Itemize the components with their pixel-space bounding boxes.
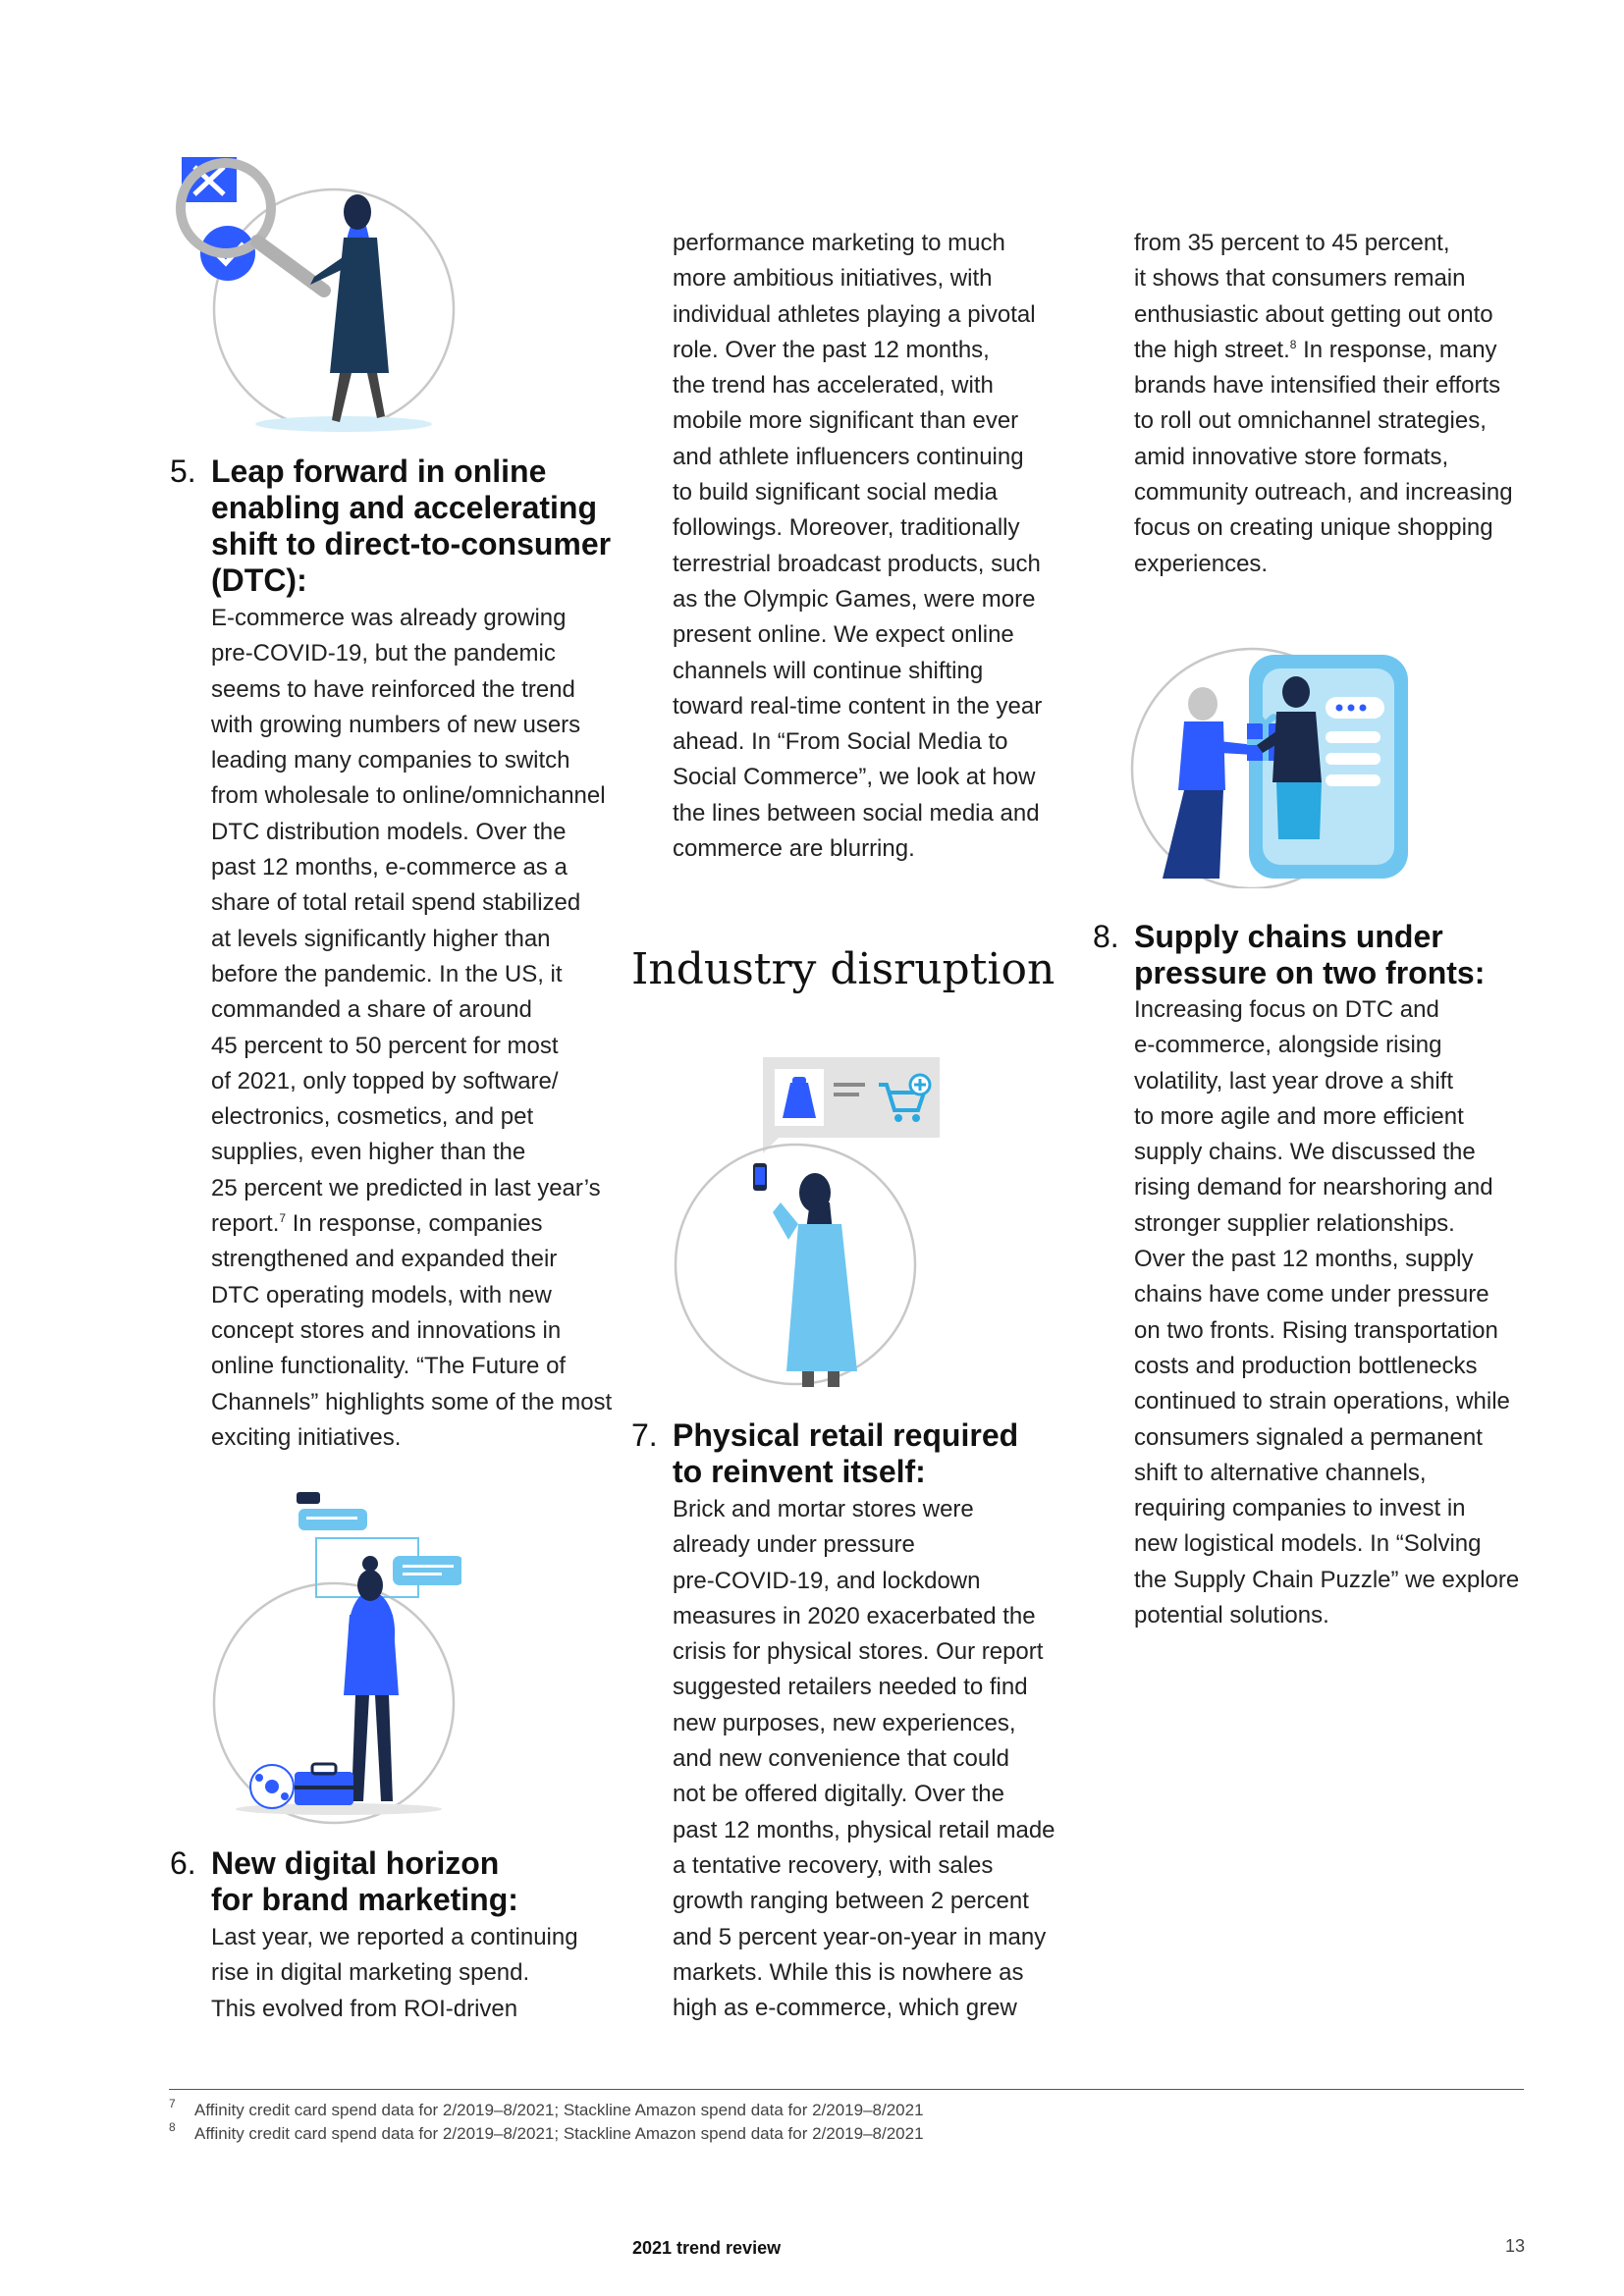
body-line: This evolved from ROI-driven (211, 1995, 518, 2022)
section-8-heading (1093, 919, 1486, 991)
body-line: to roll out omnichannel strategies, (1134, 407, 1487, 435)
footnote-number: 8 (169, 2120, 176, 2134)
body-line: Channels” highlights some of the most (211, 1388, 613, 1415)
body-line: commerce are blurring. (673, 835, 915, 863)
section-5-number: 5. (170, 454, 196, 489)
body-line: enthusiastic about getting out onto (1134, 300, 1493, 328)
body-text-segment: In response, many (1296, 336, 1497, 363)
body-line: Increasing focus on DTC and (1134, 996, 1439, 1023)
section-7-body-continued (1134, 226, 1513, 582)
body-line: terrestrial broadcast products, such (673, 550, 1041, 577)
heading-line: Leap forward in online (211, 454, 547, 489)
body-line: Over the past 12 months, supply (1134, 1246, 1474, 1273)
body-line: a tentative recovery, with sales (673, 1851, 994, 1879)
body-line: strengthened and expanded their (211, 1246, 558, 1273)
body-line: already under pressure (673, 1531, 915, 1559)
body-line: amid innovative store formats, (1134, 443, 1449, 470)
section-7-number: 7. (631, 1417, 658, 1453)
footnote-ref: 7 (279, 1211, 287, 1226)
section-8-number: 8. (1093, 919, 1119, 954)
body-line: Social Commerce”, we look at how (673, 764, 1036, 791)
body-line: seems to have reinforced the trend (211, 675, 575, 703)
heading-line: Physical retail required (673, 1417, 1019, 1453)
body-line: supply chains. We discussed the (1134, 1139, 1476, 1166)
body-line: Brick and mortar stores were (673, 1496, 974, 1522)
body-line: consumers signaled a permanent (1134, 1423, 1483, 1451)
body-line: pre-COVID-19, but the pandemic (211, 640, 556, 667)
body-line: 45 percent to 50 percent for most (211, 1032, 559, 1059)
section-6-body-continued (673, 226, 1042, 867)
footnote-text: Affinity credit card spend data for 2/2019–8/2021; Stackline Amazon spend data for 2/2019–8/2021 (194, 2101, 924, 2119)
body-line: the lines between social media and (673, 799, 1040, 827)
body-line: past 12 months, physical retail made (673, 1816, 1056, 1843)
heading-line: to reinvent itself: (673, 1454, 926, 1489)
body-line: toward real-time content in the year (673, 692, 1043, 720)
body-line: requiring companies to invest in (1134, 1495, 1466, 1522)
body-line: on two fronts. Rising transportation (1134, 1316, 1498, 1344)
section-7-body (673, 1492, 1056, 2026)
body-line: DTC operating models, with new (211, 1281, 552, 1308)
body-line: E-commerce was already growing (211, 605, 567, 631)
body-line: past 12 months, e-commerce as a (211, 854, 568, 881)
heading-line: New digital horizon (211, 1845, 500, 1881)
body-line: exciting initiatives. (211, 1423, 402, 1451)
illustration-digital-marketing (206, 1487, 461, 1826)
heading-line: pressure on two fronts: (1134, 955, 1486, 990)
body-line: with growing numbers of new users (211, 711, 581, 738)
body-line: experiences. (1134, 550, 1269, 577)
body-line: mobile more significant than ever (673, 407, 1019, 435)
body-line (211, 1206, 612, 1242)
body-line: online functionality. “The Future of (211, 1353, 567, 1380)
footnote-ref: 8 (1289, 337, 1297, 351)
body-line: continued to strain operations, while (1134, 1388, 1510, 1415)
body-line: and new convenience that could (673, 1745, 1009, 1773)
body-line: DTC distribution models. Over the (211, 818, 567, 845)
footer-title: 2021 trend review (632, 2238, 782, 2258)
body-line: role. Over the past 12 months, (673, 336, 990, 363)
section-6-body (211, 1920, 578, 2027)
body-line: share of total retail spend stabilized (211, 889, 581, 917)
illustration-physical-retail (673, 1055, 947, 1389)
heading-line: Supply chains under (1134, 919, 1443, 954)
body-line: before the pandemic. In the US, it (211, 960, 563, 988)
body-line: rise in digital marketing spend. (211, 1959, 530, 1987)
heading-line: (DTC): (211, 562, 307, 598)
body-line: pre-COVID-19, and lockdown (673, 1567, 981, 1594)
footnote-divider (169, 2089, 1524, 2090)
heading-line: shift to direct-to-consumer (211, 526, 612, 561)
body-line: measures in 2020 exacerbated the (673, 1602, 1036, 1629)
body-line: supplies, even higher than the (211, 1139, 526, 1166)
body-line: rising demand for nearshoring and (1134, 1174, 1493, 1201)
body-line: new logistical models. In “Solving (1134, 1530, 1482, 1558)
heading-line: enabling and accelerating (211, 490, 597, 525)
body-line: electronics, cosmetics, and pet (211, 1103, 534, 1131)
body-line: crisis for physical stores. Our report (673, 1638, 1044, 1666)
body-line: high as e-commerce, which grew (673, 1995, 1017, 2022)
body-line: channels will continue shifting (673, 657, 984, 684)
body-text-segment: report. (211, 1210, 280, 1238)
footnote-number: 7 (169, 2097, 176, 2110)
body-line: the Supply Chain Puzzle” we explore (1134, 1566, 1520, 1593)
body-line: concept stores and innovations in (211, 1316, 562, 1344)
body-line: present online. We expect online (673, 621, 1014, 649)
illustration-supply-chains (1129, 643, 1414, 888)
footnote-text: Affinity credit card spend data for 2/2019–8/2021; Stackline Amazon spend data for 2/2019–8/2021 (194, 2124, 924, 2143)
body-line: commanded a share of around (211, 996, 532, 1024)
body-line: stronger supplier relationships. (1134, 1209, 1455, 1237)
industry-disruption-title: Industry disruption (631, 944, 1056, 994)
body-line: growth ranging between 2 percent (673, 1888, 1029, 1915)
body-line: markets. While this is nowhere as (673, 1958, 1024, 1986)
body-text-segment: In response, companies (286, 1210, 543, 1238)
body-line: potential solutions. (1134, 1602, 1329, 1629)
section-5-body (211, 601, 612, 1456)
body-line: at levels significantly higher than (211, 925, 551, 952)
illustration-online-search (167, 147, 481, 442)
body-line: Last year, we reported a continuing (211, 1924, 578, 1950)
section-6-number: 6. (170, 1845, 196, 1881)
body-line: it shows that consumers remain (1134, 265, 1466, 293)
body-line: chains have come under pressure (1134, 1281, 1489, 1308)
body-line: not be offered digitally. Over the (673, 1781, 1004, 1808)
body-line: ahead. In “From Social Media to (673, 728, 1008, 756)
body-line: suggested retailers needed to find (673, 1674, 1028, 1701)
body-line (1134, 333, 1513, 368)
body-line: leading many companies to switch (211, 747, 570, 774)
body-line: new purposes, new experiences, (673, 1709, 1016, 1736)
body-line: brands have intensified their efforts (1134, 372, 1501, 400)
body-line: volatility, last year drove a shift (1134, 1067, 1454, 1095)
section-8-body (1134, 992, 1519, 1633)
body-line: shift to alternative channels, (1134, 1459, 1427, 1486)
body-line: more ambitious initiatives, with (673, 265, 993, 293)
body-line: focus on creating unique shopping (1134, 514, 1493, 542)
section-5-heading (170, 454, 612, 599)
body-line: e-commerce, alongside rising (1134, 1032, 1442, 1059)
body-line: 25 percent we predicted in last year’s (211, 1174, 601, 1201)
body-line: and athlete influencers continuing (673, 443, 1024, 470)
section-7-heading (631, 1417, 1019, 1490)
body-line: from wholesale to online/omnichannel (211, 782, 606, 810)
body-line: community outreach, and increasing (1134, 479, 1513, 507)
page-number: 13 (1505, 2236, 1526, 2256)
body-line: from 35 percent to 45 percent, (1134, 230, 1450, 256)
body-line: the trend has accelerated, with (673, 372, 994, 400)
section-6-heading (170, 1845, 518, 1918)
body-text-segment: the high street. (1134, 336, 1290, 363)
body-line: followings. Moreover, traditionally (673, 514, 1020, 542)
heading-line: for brand marketing: (211, 1882, 518, 1917)
body-line: of 2021, only topped by software/ (211, 1067, 559, 1095)
body-line: costs and production bottlenecks (1134, 1352, 1478, 1379)
body-line: individual athletes playing a pivotal (673, 300, 1036, 328)
body-line: to build significant social media (673, 479, 998, 507)
body-line: and 5 percent year-on-year in many (673, 1923, 1047, 1950)
body-line: to more agile and more efficient (1134, 1102, 1464, 1130)
body-line: performance marketing to much (673, 230, 1005, 256)
body-line: as the Olympic Games, were more (673, 585, 1036, 613)
